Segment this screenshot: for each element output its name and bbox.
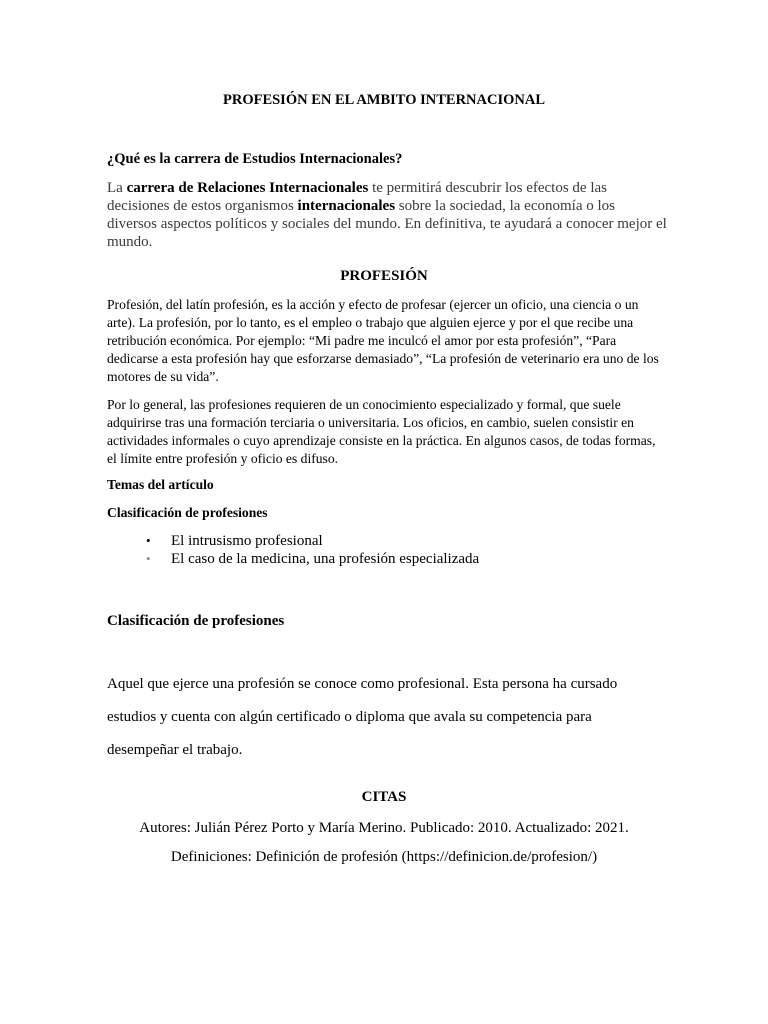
profesional-line-1: Aquel que ejerce una profesión se conoce como profesional. Esta persona ha cursado xyxy=(107,676,618,692)
intro-paragraph xyxy=(107,179,667,251)
citas-heading: CITAS xyxy=(361,789,407,805)
list-item: • El caso de la medicina, una profesión especializada xyxy=(146,550,479,568)
intro-bold-2: internacionales xyxy=(297,198,396,214)
intro-text-1: La xyxy=(107,180,127,196)
citas-definitions: Definiciones: Definición de profesión (https://definicion.de/profesion/) xyxy=(170,849,598,865)
intro-bold-1: carrera de Relaciones Internacionales xyxy=(126,180,369,196)
document-title: PROFESIÓN EN EL AMBITO INTERNACIONAL xyxy=(222,92,546,108)
intro-text-3: sobre la sociedad, la economía o los diversos aspectos políticos y sociales del mundo. En definitiva, te ayudará a conocer mejor el mundo. xyxy=(107,198,667,250)
profesional-line-2: estudios y cuenta con algún certificado o diploma que avala su competencia para xyxy=(107,709,592,725)
clasificacion-heading-2: Clasificación de profesiones xyxy=(107,613,285,629)
intro-text-2: te permitirá descubrir los efectos de las decisiones de estos organismos xyxy=(107,180,608,214)
citas-authors: Autores: Julián Pérez Porto y María Merino. Publicado: 2010. Actualizado: 2021. xyxy=(139,820,629,836)
article-topics-list xyxy=(146,532,479,568)
profesion-paragraph-1: Profesión, del latín profesión, es la acción y efecto de profesar (ejercer un oficio, una ciencia o un arte). La profesión, por lo tanto, es el empleo o trabajo que alguien ejerce y por el que recibe una retribución económica. Por ejemplo: “Mi padre me inculcó el amor por esta profesión”, “Para dedicarse a esta profesión hay que esforzarse demasiado”, “La profesión de veterinario era uno de los motores de su vida”. xyxy=(107,297,659,384)
list-item: • El intrusismo profesional xyxy=(146,532,479,550)
profesional-line-3: desempeñar el trabajo. xyxy=(107,742,243,758)
profesion-paragraph-2: Por lo general, las profesiones requieren de un conocimiento especializado y formal, que suele adquirirse tras una formación terciaria o universitaria. Los oficios, en cambio, suelen consistir en actividades informales o cuyo aprendizaje consiste en la práctica. En algunos casos, de todas formas, el límite entre profesión y oficio es difuso. xyxy=(107,397,656,466)
clasificacion-heading-1: Clasificación de profesiones xyxy=(107,505,268,520)
question-heading: ¿Qué es la carrera de Estudios Internacionales? xyxy=(107,151,403,167)
temas-heading: Temas del artículo xyxy=(107,477,214,492)
profesion-heading: PROFESIÓN xyxy=(340,268,428,284)
